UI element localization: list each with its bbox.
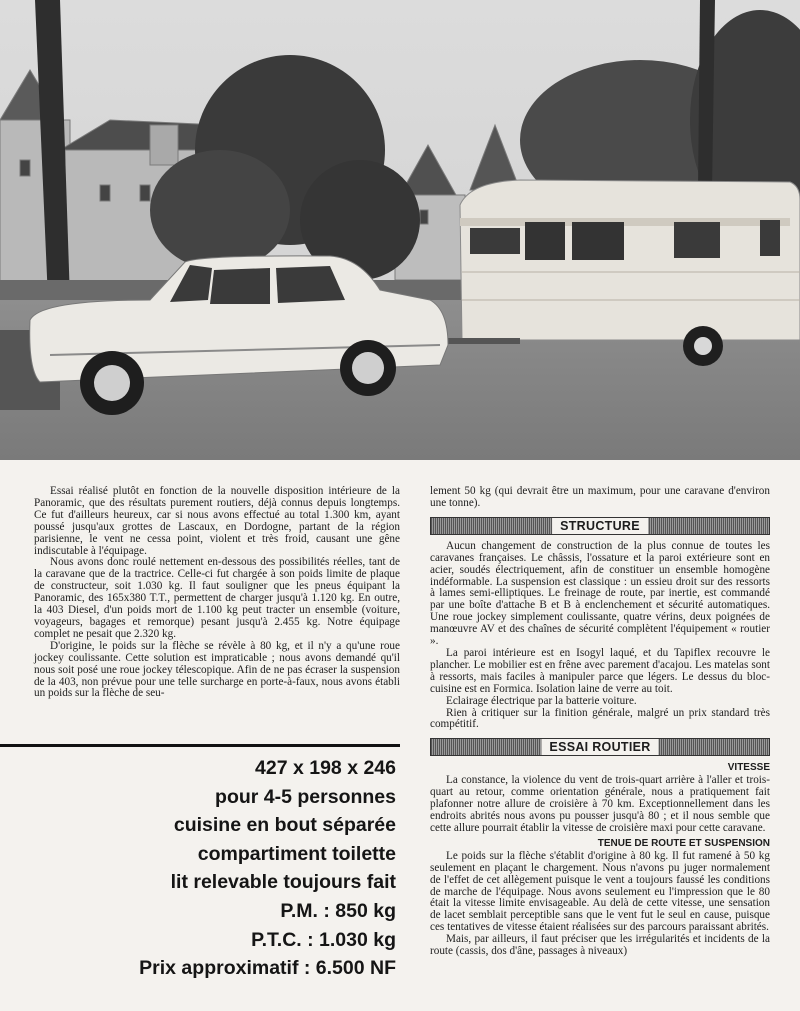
spec-dimensions: 427 x 198 x 246: [255, 757, 396, 779]
left-column: [34, 486, 400, 700]
spec-list: [0, 754, 396, 983]
structure-paragraph-4: Rien à critiquer sur la finition générale, malgré un prix standard très compétitif.: [430, 706, 770, 731]
spec-bed: lit relevable toujours fait: [170, 871, 396, 894]
spec-toilet: compartiment toilette: [197, 842, 396, 865]
load-paragraph: Nous avons donc roulé nettement en-dessous des possibilités réelles, tant de la caravane que de la tractrice. Celle-ci fut chargée à son poids limite de plaque de constructeur, soit 1.030 kg. Il faut souligner que les pneus équipant la Panoramic, des 165x380 T.T., permettent de charger jusqu'à 1.120 kg. En outre, la 403 Diesel, d'un poids mort de 1.100 kg peut tracter un ensemble (voiture, voyageurs, bagages et remorque) pesant jusqu'à 2.455 kg. Notre équipage complet ne pesait que 2.320 kg.: [34, 556, 400, 640]
structure-section-header: [430, 517, 770, 535]
photo-illustration: [0, 0, 800, 460]
continuation-paragraph: lement 50 kg (qui devrait être un maximum, pour une caravane d'environ une tonne).: [430, 485, 770, 509]
spec-ptc: P.T.C. : 1.030 kg: [251, 928, 396, 951]
structure-paragraph-3: Eclairage électrique par la batterie voiture.: [446, 694, 637, 707]
jockey-paragraph: D'origine, le poids sur la flèche se révèle à 80 kg, et il n'y a qu'une roue jockey coulissante. Cette solution est impraticable ; nous avons demandé qu'il nous soit posé une roue jockey télescopique. Afin de ne pas écraser la suspension de la 403, non prévue pour une telle surcharge en porte-à-faux, nous avons établi un poids sur la flèche de seu-: [34, 639, 400, 700]
structure-paragraph-2: La paroi intérieure est en Isogyl laqué, et du Tapiflex recouvre le plancher. Le mobilier est en frêne avec parement d'acajou. Les matelas sont à ressorts, mais faciles à manipuler parce que légers. Le dessus du bloc-cuisine est en Formica. Isolation laine de verre au toit.: [430, 646, 770, 695]
tenue-paragraph-1: Le poids sur la flèche s'établit d'origine à 80 kg. Il fut ramené à 50 kg seulement en plaçant le chargement. Nous n'avons pu juger normalement de l'effet de cet allègement puisque le vent a toujours faussé les conditions de marche de l'équipage. Nous avons seulement eu l'impression que le 80 était la vitesse limite envisageable. Au delà de cette vitesse, une sensation de lacet semblait perceptible sans que le vent fut le seul en cause, puisque ces tentatives de vitesse étaient réalisées sur des parcours paraissant abrités.: [430, 849, 770, 934]
spec-price: Prix approximatif : 6.500 NF: [139, 957, 396, 980]
structure-paragraph-1: Aucun changement de construction de la plus connue de toutes les caravanes françaises. Le châssis, l'ossature et la paroi extérieure sont en acier, soudés électriquement, afin de constituer un ensemble homogène indéformable. La suspension est classique : un essieu droit sur des ressorts à lames semi-elliptiques. Le freinage de route, par inertie, est commandé par une boîte d'attache B et B à enclenchement et sécurité automatiques. Une roue jockey simplement coulissante, quatre vérins, deux poignées de manœuvre AV et des chaînes de sécurité complètent l'équipement « routier ».: [430, 539, 770, 648]
spec-capacity: pour 4-5 personnes: [215, 785, 396, 808]
intro-paragraph: Essai réalisé plutôt en fonction de la nouvelle disposition intérieure de la Panoramic, que des résultats purement routiers, déjà connus depuis longtemps. Ce fut d'ailleurs heureux, car si nous avons effectué au total 1.300 km, ayant poussé jusqu'aux grottes de Lascaux, en Dordogne, partant de la région parisienne, le vent ne cessa point, violent et très froid, causant une gêne indiscutable à l'équipage.: [34, 485, 400, 557]
spec-kitchen: cuisine en bout séparée: [173, 814, 396, 837]
structure-title: STRUCTURE: [552, 518, 648, 534]
vitesse-paragraph: La constance, la violence du vent de trois-quart arrière à l'aller et trois-quart au retour, comme orientation générale, nous a pratiquement fait plafonner notre allure de croisière à 70 km. Exceptionnellement dans les endroits abrités nous avons pu pousser jusqu'à 80 ; et il nous semble que cette allure pourrait établir la vitesse de croisière maxi pour cette caravane.: [430, 774, 770, 834]
tenue-paragraph-2: Mais, par ailleurs, il faut préciser que les irrégularités et incidents de la route (cassis, dos d'âne, passages à niveaux): [430, 933, 770, 958]
vitesse-subheading: VITESSE: [727, 762, 770, 774]
road-test-title: ESSAI ROUTIER: [541, 739, 658, 755]
tenue-subheading: TENUE DE ROUTE ET SUSPENSION: [597, 837, 770, 849]
road-test-section-header: [430, 738, 770, 756]
right-column: [430, 486, 770, 958]
spec-divider: [0, 744, 400, 747]
caravan: [440, 180, 800, 366]
spec-pm: P.M. : 850 kg: [280, 899, 396, 922]
car-caravan-photo: [0, 0, 800, 460]
